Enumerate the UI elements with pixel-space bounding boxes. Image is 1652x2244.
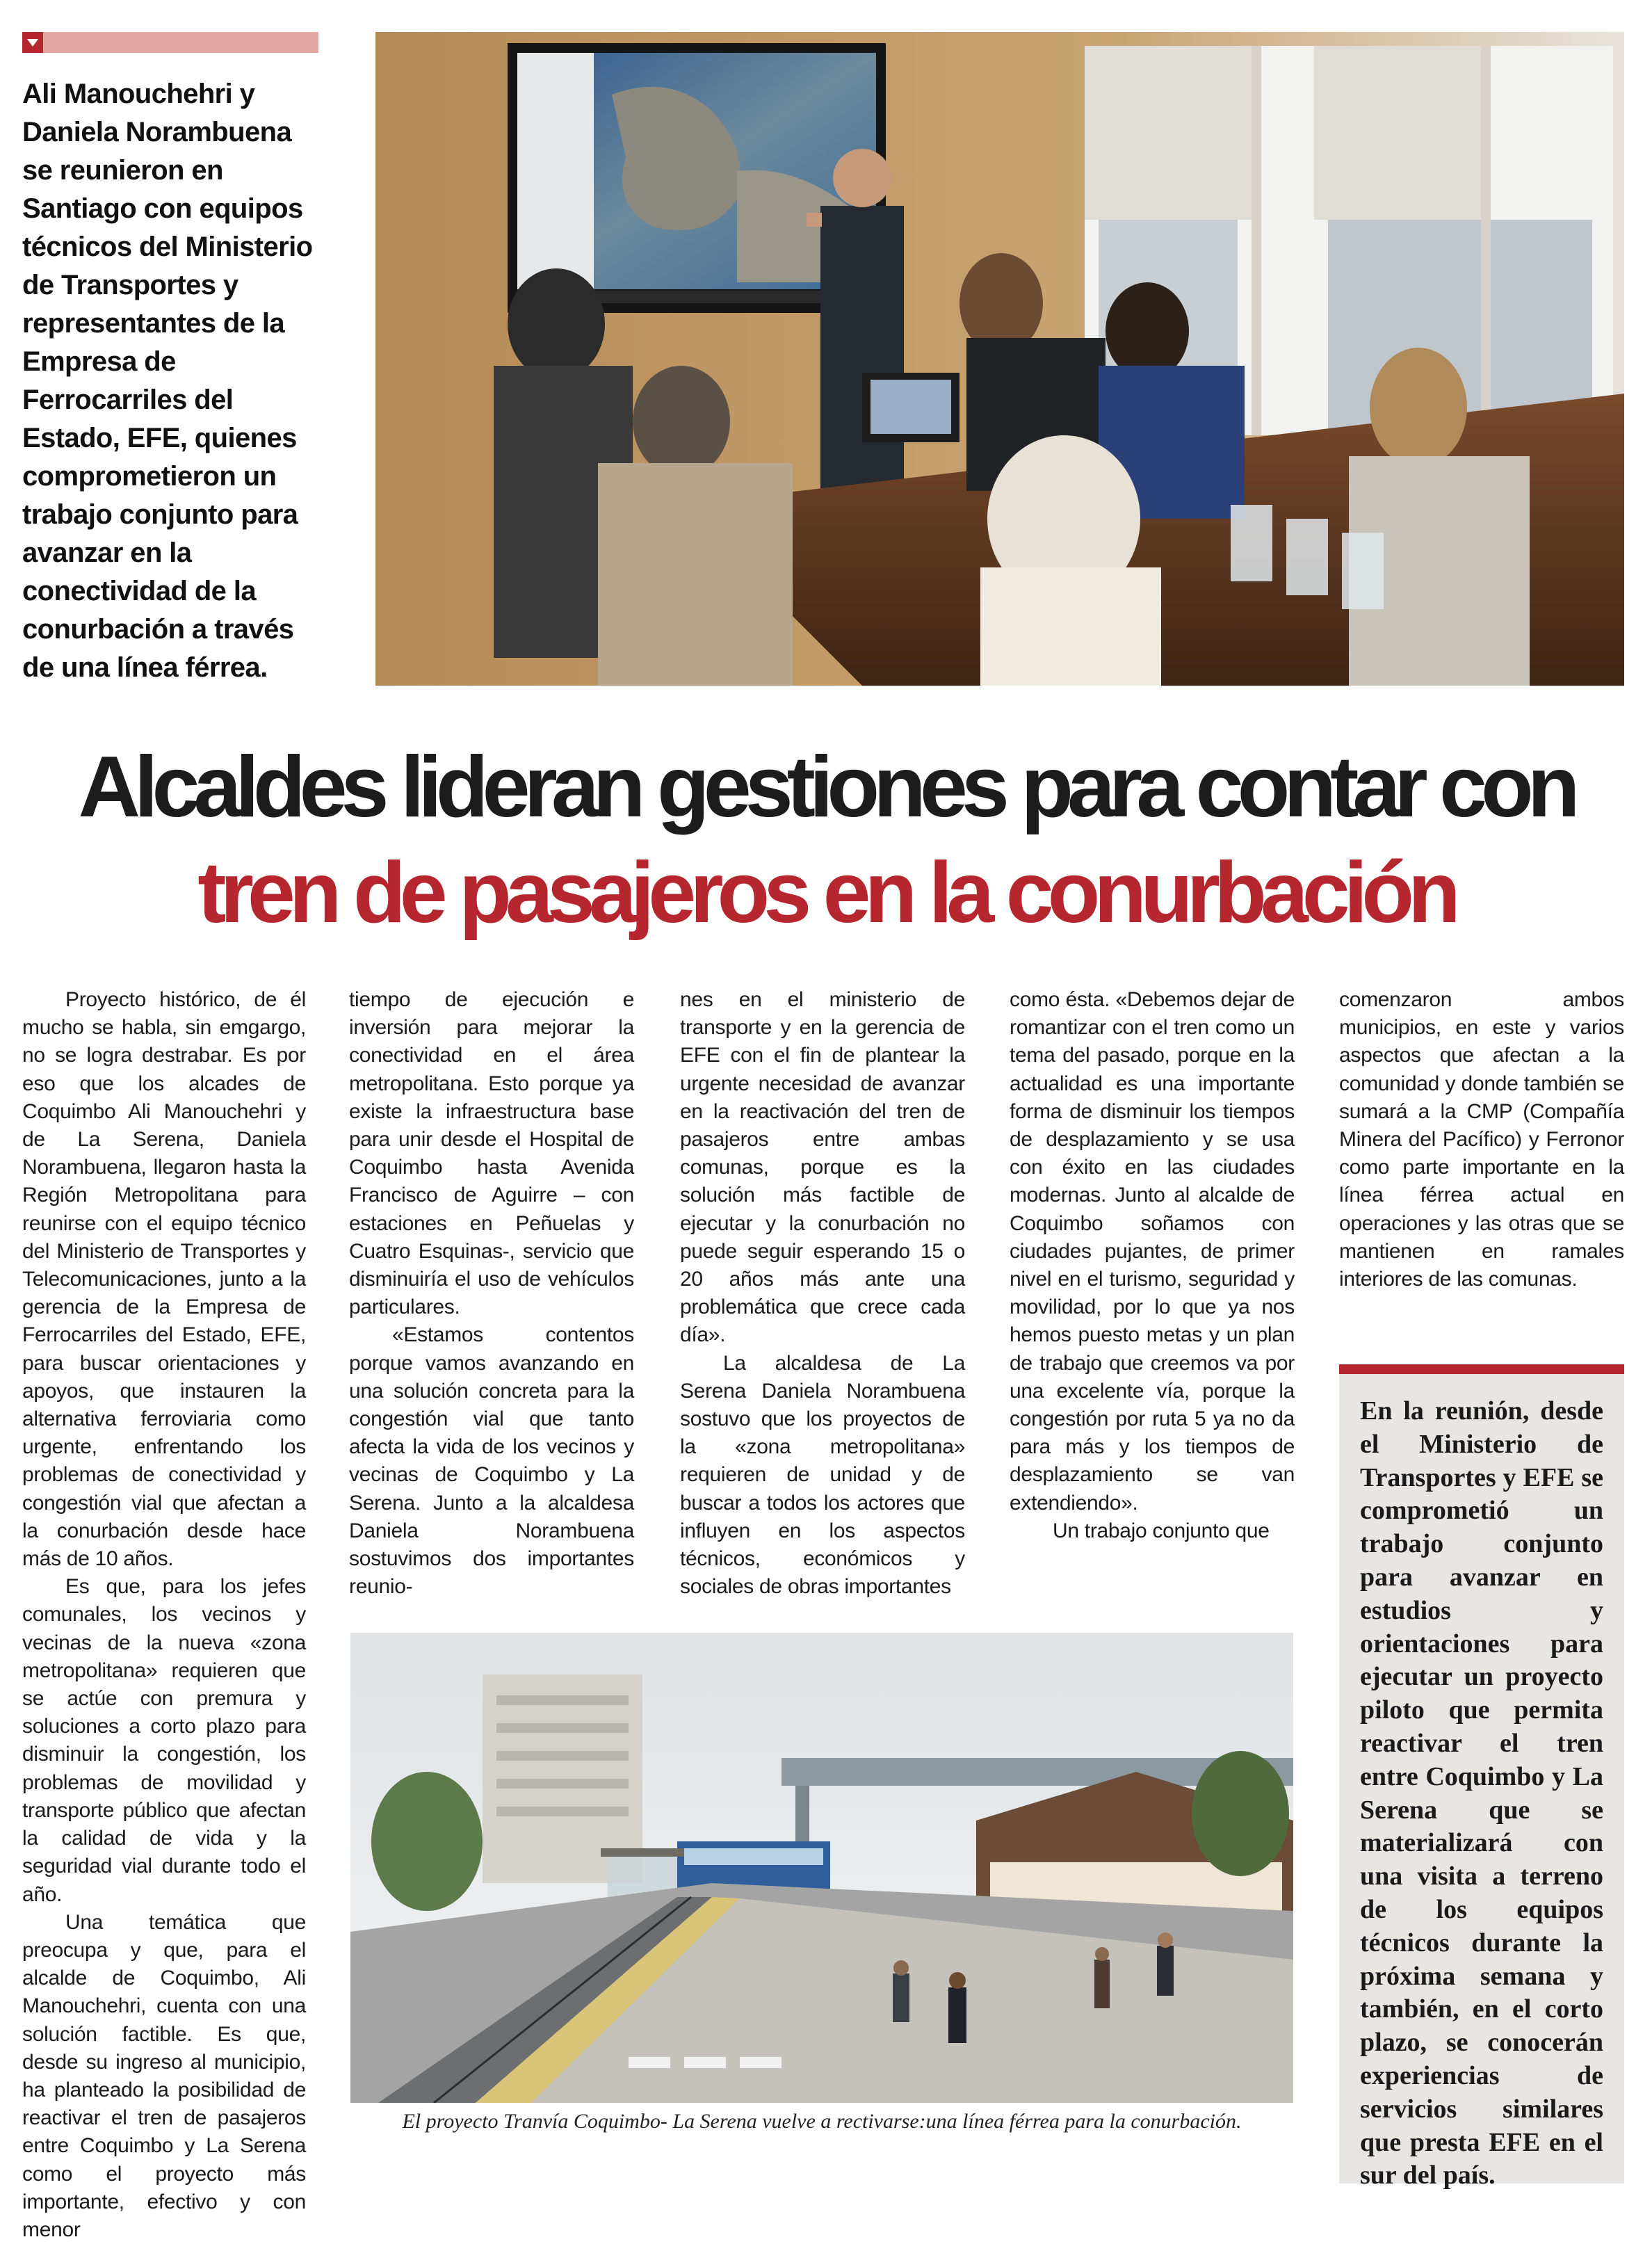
paragraph: Una temática que preocupa y que, para el alcalde de Coquimbo, Ali Manouchehri, cuenta con una solución factible. Es que, desde su ingreso al municipio, ha planteado la posibilidad de reactivar el tren de pasajeros entre Coquimbo y La Serena como el proyecto más importante, efectivo y con menor: [22, 1910, 306, 2241]
sidebar-text: En la reunión, desde el Ministerio de Transportes y EFE se comprometió un trabajo conjunto para avanzar en estudios y orientaciones para ejecutar un proyecto piloto que permita reactivar el tren entre Coquimbo y La Serena que se materializará con una visita a terreno de los equipos técnicos durante la próxima semana y también, en el corto plazo, se conocerán experiencias de servicios similares que presta EFE en el sur del país.: [1360, 1396, 1603, 2190]
paragraph: Es que, para los jefes comunales, los vecinos y vecinas de la nueva «zona metropolitana» requieren que se actúe con premura y soluciones a corto plazo para disminuir la congestión, los problemas de movilidad y transporte público que afectan la calidad de vida y la seguridad vial durante todo el año.: [22, 1575, 306, 1906]
paragraph: «Estamos contentos porque vamos avanzando en una solución concreta para la congestión vial que tanto afecta la vida de los vecinos y vecinas de Coquimbo y La Serena. Junto a la alcaldesa Daniela Norambuena sostuvimos dos importantes reunio-: [349, 1323, 634, 1599]
tram-rendering-photo: [350, 1633, 1293, 2103]
paragraph: La alcaldesa de La Serena Daniela Norambuena sostuvo que los proyectos de la «zona metropolitana» requieren de unidad y de buscar a todos los actores que influyen en los aspectos técnicos, económicos y sociales de obras importantes: [680, 1351, 965, 1599]
article-column-4: [1010, 986, 1295, 1545]
article-column-1: [22, 986, 306, 2244]
paragraph: Proyecto histórico, de él mucho se habla, sin emgargo, no se logra destrabar. Es por eso que los alcades de Coquimbo Ali Manouchehri y de La Serena, Daniela Norambuena, llegaron hasta la Región Metropolitana para reunirse con el equipo técnico del Ministerio de Transportes y Telecomunicaciones, junto a la gerencia de la Empresa de Ferrocarriles del Estado, EFE, para buscar orientaciones y apoyos, que instauren la alternativa ferroviaria como urgente, enfrentando los problemas de conectividad y congestión vial que afectan a la conurbación desde hace más de 10 años.: [22, 988, 306, 1571]
headline-line-2: tren de pasajeros en la conurbación: [197, 845, 1455, 941]
paragraph: comenzaron ambos municipios, en este y varios aspectos que afectan a la comunidad y donde también se sumará a la CMP (Compañía Minera del Pacífico) y Ferronor como parte importante en la línea férrea actual en operaciones y las otras que se mantienen en ramales interiores de las comunas.: [1339, 988, 1624, 1291]
meeting-photo: [375, 32, 1624, 686]
article-column-3: [680, 986, 965, 1601]
article-column-2: [349, 986, 634, 1601]
article-column-5: [1339, 986, 1624, 1293]
paragraph: tiempo de ejecución e inversión para mejorar la conectividad en el área metropolitana. Esto porque ya existe la infraestructura base para unir desde el Hospital de Coquimbo hasta Avenida Francisco de Aguirre – con estaciones en Peñuelas y Cuatro Esquinas-, servicio que disminuiría el uso de vehículos particulares.: [349, 988, 634, 1319]
paragraph: nes en el ministerio de transporte y en la gerencia de EFE con el fin de plantear la urgente necesidad de avanzar en la reactivación del tren de pasajeros entre ambas comunas, porque es la solución más factible de ejecutar y la conurbación no puede seguir esperando 15 o 20 años más ante una problemática que crece cada día».: [680, 988, 965, 1347]
intro-summary: Ali Manouchehri y Daniela Norambuena se reunieron en Santiago con equipos técnicos del Ministerio de Transportes y representantes de la Empresa de Ferrocarriles del Estado, EFE, quienes comprometieron un trabajo conjunto para avanzar en la conectividad de la conurbación a través de una línea férrea.: [22, 79, 313, 683]
sidebar-accent-bar: [1339, 1364, 1624, 1374]
intro-accent-bar: [22, 32, 318, 53]
paragraph: Un trabajo conjunto que: [1053, 1519, 1270, 1542]
photo-caption: El proyecto Tranvía Coquimbo- La Serena vuelve a rectivarse:una línea férrea para la conurbación.: [402, 2110, 1242, 2133]
triangle-down-icon: [22, 32, 43, 53]
headline-line-1: Alcaldes lideran gestiones para contar con: [78, 739, 1574, 835]
paragraph: como ésta. «Debemos dejar de romantizar con el tren como un tema del pasado, porque en la actualidad es una importante forma de disminuir los tiempos de desplazamiento y se usa con éxito en las ciudades modernas. Junto al alcalde de Coquimbo soñamos con ciudades pujantes, de primer nivel en el turismo, seguridad y movilidad, por lo que ya nos hemos puesto metas y un plan de trabajo que creemos va por una excelente vía, porque la congestión por ruta 5 ya no da para más y los tiempos de desplazamiento se van extendiendo».: [1010, 988, 1295, 1515]
